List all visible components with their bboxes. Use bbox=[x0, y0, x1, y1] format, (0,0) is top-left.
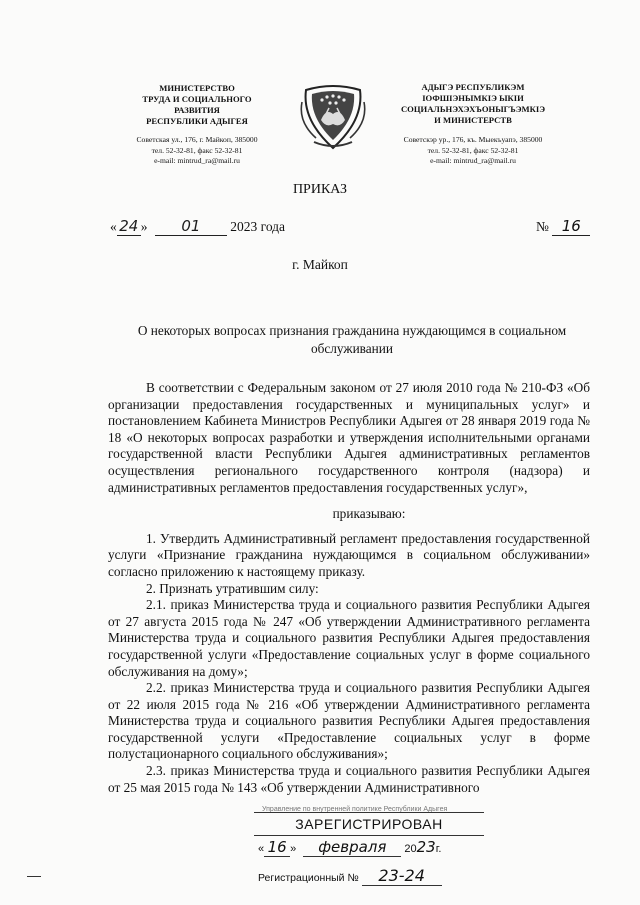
item-2-2: 2.2. приказ Министерства труда и социального развития Республики Адыгея от 22 июля 2015 года № 216 «Об утверждении Административного регламента Министерства труда и социального развития Республики Адыгея предоставления государственной услуги «Предоставление социальных услуг в форме полустационарного социального обслуживания»; bbox=[108, 680, 590, 762]
org-line: И МИНИСТЕРСТВ bbox=[434, 115, 512, 125]
org-line: РАЗВИТИЯ bbox=[174, 105, 220, 115]
registration-date bbox=[258, 838, 441, 857]
stamp-year: 23 bbox=[416, 838, 436, 856]
document-title: ПРИКАЗ bbox=[292, 182, 348, 197]
reg-number: 23-24 bbox=[362, 866, 442, 886]
date-month: 01 bbox=[155, 217, 227, 236]
stamp-month: февраля bbox=[303, 838, 401, 857]
city: г. Майкоп bbox=[292, 257, 348, 272]
order-word: приказываю: bbox=[332, 506, 406, 522]
stamp-quote-open: « bbox=[258, 843, 265, 855]
stamp-day: 16 bbox=[264, 838, 290, 857]
ministry-address-russian bbox=[104, 135, 290, 167]
page-mark-dash bbox=[27, 876, 41, 877]
org-line: IОФШIЭНЫМКIЭ ЫКIИ bbox=[422, 93, 524, 103]
date-year: 2023 года bbox=[230, 219, 286, 234]
item-2-3: 2.3. приказ Министерства труда и социального развития Республики Адыгея от 25 мая 2015 года № 143 «Об утверждении Административного bbox=[108, 763, 590, 795]
stamp-faint-text: Управление по внутренней политике Республики Адыгея bbox=[262, 806, 448, 813]
ministry-name-adyghe bbox=[382, 82, 564, 126]
address-line: Советскэр ур., 176, къ. Мыекъуапэ, 385000 bbox=[403, 135, 543, 144]
phone-line: тел. 52-32-81, факс 52-32-81 bbox=[151, 145, 243, 155]
ministry-address-adyghe bbox=[378, 135, 568, 167]
email-line: e-mail: mintrud_ra@mail.ru bbox=[430, 156, 516, 166]
preamble-paragraph: В соответствии с Федеральным законом от 27 июля 2010 года № 210-ФЗ «Об организации предоставления государственных и муниципальных услуг» и постановлением Кабинета Министров Республики Адыгея от 28 января 2019 года № 18 «О некоторых вопросах разработки и утверждения исполнительными органами государственной власти Республики Адыгея административных регламентов осуществления регионального государственного контроля (надзора) и административных регламентов предоставления государственных услуг», bbox=[108, 380, 590, 495]
date-day: 24 bbox=[117, 217, 141, 236]
order-subject: О некоторых вопросах признания гражданина нуждающимся в социальном обслуживании bbox=[137, 323, 567, 356]
item-2-1: 2.1. приказ Министерства труда и социального развития Республики Адыгея от 27 августа 2015 года № 247 «Об утверждении Административного регламента Министерства труда и социального развития Республики Адыгея предоставления государственной услуги «Предоставление социальных услуг в форме социального обслуживания на дому»; bbox=[108, 597, 590, 679]
registration-stamp-title: ЗАРЕГИСТРИРОВАН bbox=[254, 812, 484, 836]
ministry-name-russian bbox=[112, 83, 282, 127]
email-line: e-mail: mintrud_ra@mail.ru bbox=[154, 156, 240, 166]
address-line: Советская ул., 176, г. Майкоп, 385000 bbox=[136, 135, 258, 144]
org-line: РЕСПУБЛИКИ АДЫГЕЯ bbox=[146, 116, 248, 126]
item-1: 1. Утвердить Административный регламент предоставления государственной услуги «Признание гражданина нуждающимся в социальном обслуживании» согласно приложению к настоящему приказу. bbox=[108, 530, 590, 579]
registration-number bbox=[258, 866, 442, 886]
stamp-quote-close: » bbox=[290, 843, 297, 855]
item-2: 2. Признать утратившим силу: bbox=[146, 580, 319, 596]
reg-label: Регистрационный № bbox=[258, 872, 359, 884]
date-quote-open: « bbox=[110, 219, 117, 234]
org-line: ТРУДА И СОЦИАЛЬНОГО bbox=[142, 94, 252, 104]
date-quote-close: » bbox=[140, 219, 148, 234]
number-value: 16 bbox=[552, 217, 590, 236]
stamp-year-suffix: г. bbox=[435, 843, 442, 855]
org-line: МИНИСТЕРСТВО bbox=[159, 83, 235, 93]
org-line: АДЫГЭ РЕСПУБЛИКЭМ bbox=[421, 82, 525, 92]
stamp-year-prefix: 20 bbox=[404, 843, 417, 855]
number-sign: № bbox=[536, 219, 549, 234]
org-line: СОЦИАЛЬНЭХЭХЪОНЫГЪЭМКIЭ bbox=[400, 104, 546, 114]
coat-of-arms-emblem bbox=[296, 80, 370, 152]
phone-line: тел. 52-32-81, факс 52-32-81 bbox=[427, 145, 519, 155]
order-date bbox=[110, 217, 285, 236]
order-body bbox=[108, 380, 590, 796]
order-number bbox=[536, 217, 590, 236]
